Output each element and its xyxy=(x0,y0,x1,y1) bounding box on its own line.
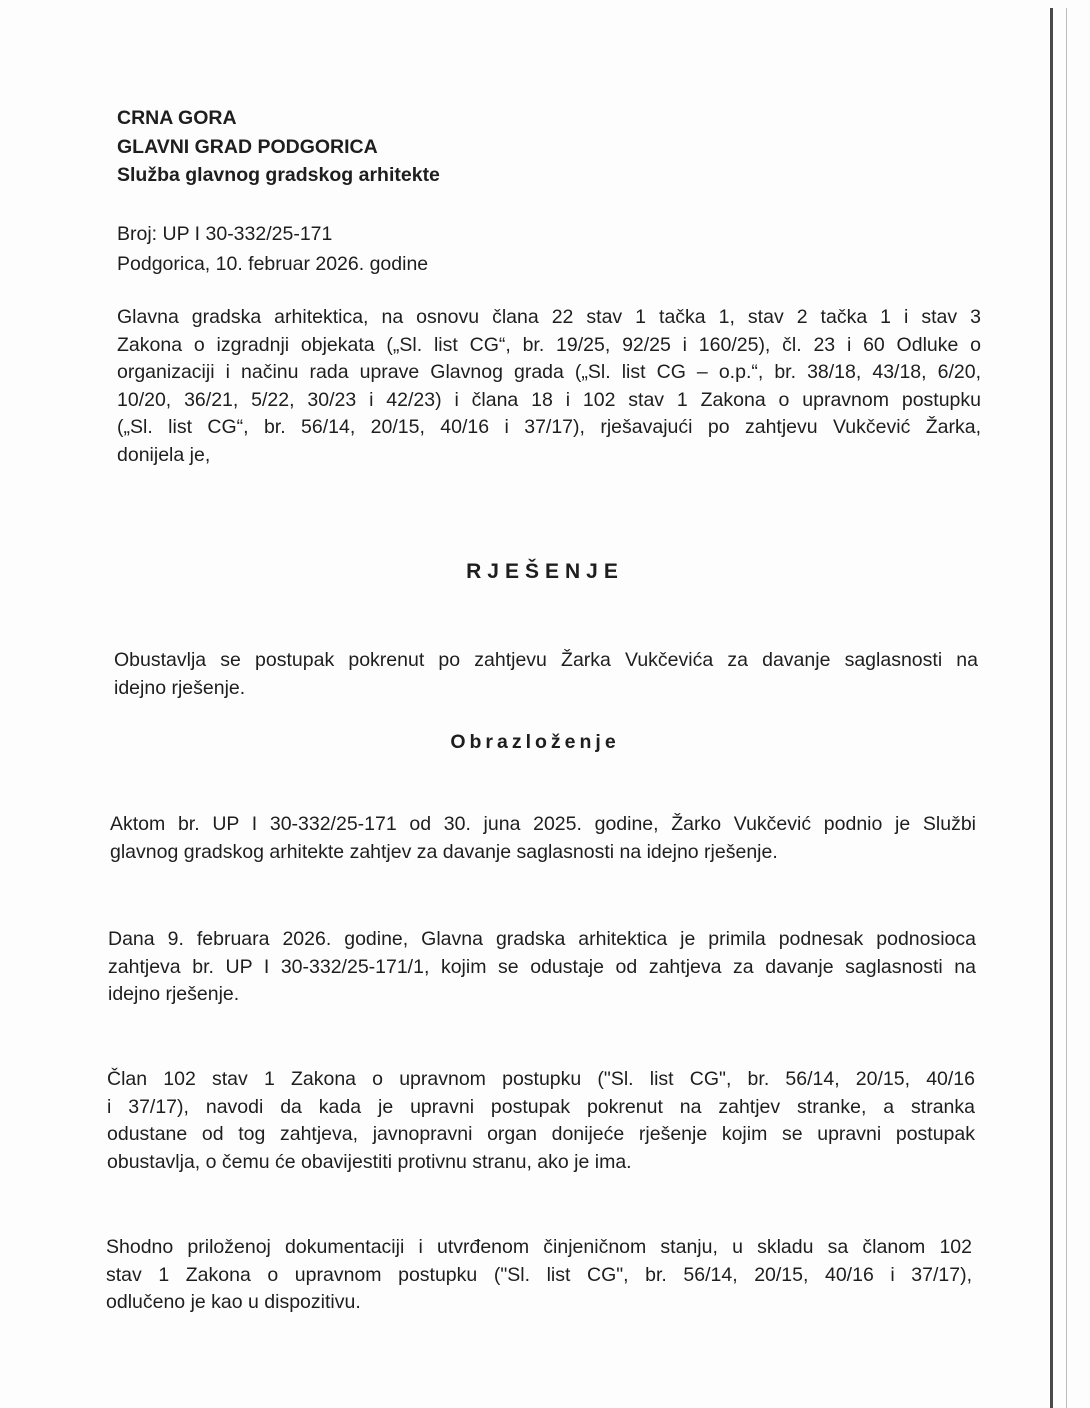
decision-title: RJEŠENJE xyxy=(466,560,624,583)
text-line: obustavlja, o čemu će obavijestiti protivnu stranu, ako je ima. xyxy=(107,1150,632,1173)
text-line: organizaciji i načinu rada uprave Glavnog grada („Sl. list CG – o.p.“, br. 38/18, 43/18, 6/20, xyxy=(117,361,981,384)
header-office: Služba glavnog gradskog arhitekte xyxy=(117,164,440,186)
text-line: i 37/17), navodi da kada je upravni postupak pokrenut na zahtjev stranke, a stranka xyxy=(107,1095,975,1118)
text-line: donijela je, xyxy=(117,443,211,466)
reference-number: Broj: UP I 30-332/25-171 xyxy=(117,223,333,245)
text-line: odlučeno je kao u dispozitivu. xyxy=(106,1291,361,1314)
text-line: Član 102 stav 1 Zakona o upravnom postupku ("Sl. list CG", br. 56/14, 20/15, 40/16 xyxy=(107,1068,975,1090)
reference-block xyxy=(117,219,981,279)
text-line: Zakona o izgradnji objekata („Sl. list CG“, br. 19/25, 92/25 i 160/25), čl. 23 i 60 Odluke o xyxy=(117,333,981,356)
header-city: GLAVNI GRAD PODGORICA xyxy=(117,135,378,158)
text-line: idejno rješenje. xyxy=(114,676,246,699)
text-line: Aktom br. UP I 30-332/25-171 od 30. juna 2025. godine, Žarko Vukčević podnio je Službi xyxy=(110,813,976,835)
reasoning-title: Obrazloženje xyxy=(450,731,620,753)
text-line: („Sl. list CG“, br. 56/14, 20/15, 40/16 i 37/17), rješavajući po zahtjevu Vukčević Žarka, xyxy=(117,416,981,439)
text-line: 10/20, 36/21, 5/22, 30/23 i 42/23) i člana 18 i 102 stav 1 Zakona o upravnom postupku xyxy=(117,388,981,411)
decision-paragraph xyxy=(114,647,978,702)
text-line: Glavna gradska arhitektica, na osnovu člana 22 stav 1 tačka 1, stav 2 tačka 1 i stav 3 xyxy=(117,306,981,328)
scan-edge-line xyxy=(1050,8,1053,1408)
scan-edge-line-thin xyxy=(1066,8,1067,1408)
text-line: Dana 9. februara 2026. godine, Glavna gradska arhitektica je primila podnesak podnosioca xyxy=(108,928,976,950)
text-line: stav 1 Zakona o upravnom postupku ("Sl. list CG", br. 56/14, 20/15, 40/16 i 37/17), xyxy=(106,1263,972,1286)
text-line: Shodno priloženoj dokumentaciji i utvrđenom činjeničnom stanju, u skladu sa članom 102 xyxy=(106,1236,972,1258)
reasoning-paragraph xyxy=(110,811,976,866)
header-country: CRNA GORA xyxy=(117,107,237,129)
reference-date: Podgorica, 10. februar 2026. godine xyxy=(117,253,429,275)
reasoning-paragraph xyxy=(108,926,976,1009)
text-line: zahtjeva br. UP I 30-332/25-171/1, kojim se odustaje od zahtjeva za davanje saglasnosti na xyxy=(108,955,976,978)
preamble-paragraph xyxy=(117,304,981,470)
text-line: glavnog gradskog arhitekte zahtjev za davanje saglasnosti na idejno rješenje. xyxy=(110,840,778,863)
text-line: idejno rješenje. xyxy=(108,983,240,1006)
document-header xyxy=(117,104,981,190)
text-line: Obustavlja se postupak pokrenut po zahtjevu Žarka Vukčevića za davanje saglasnosti na xyxy=(114,649,978,671)
text-line: odustane od tog zahtjeva, javnopravni organ donijeće rješenje kojim se upravni postupak xyxy=(107,1123,975,1146)
reasoning-paragraph xyxy=(106,1234,972,1317)
reasoning-paragraph xyxy=(107,1066,975,1176)
